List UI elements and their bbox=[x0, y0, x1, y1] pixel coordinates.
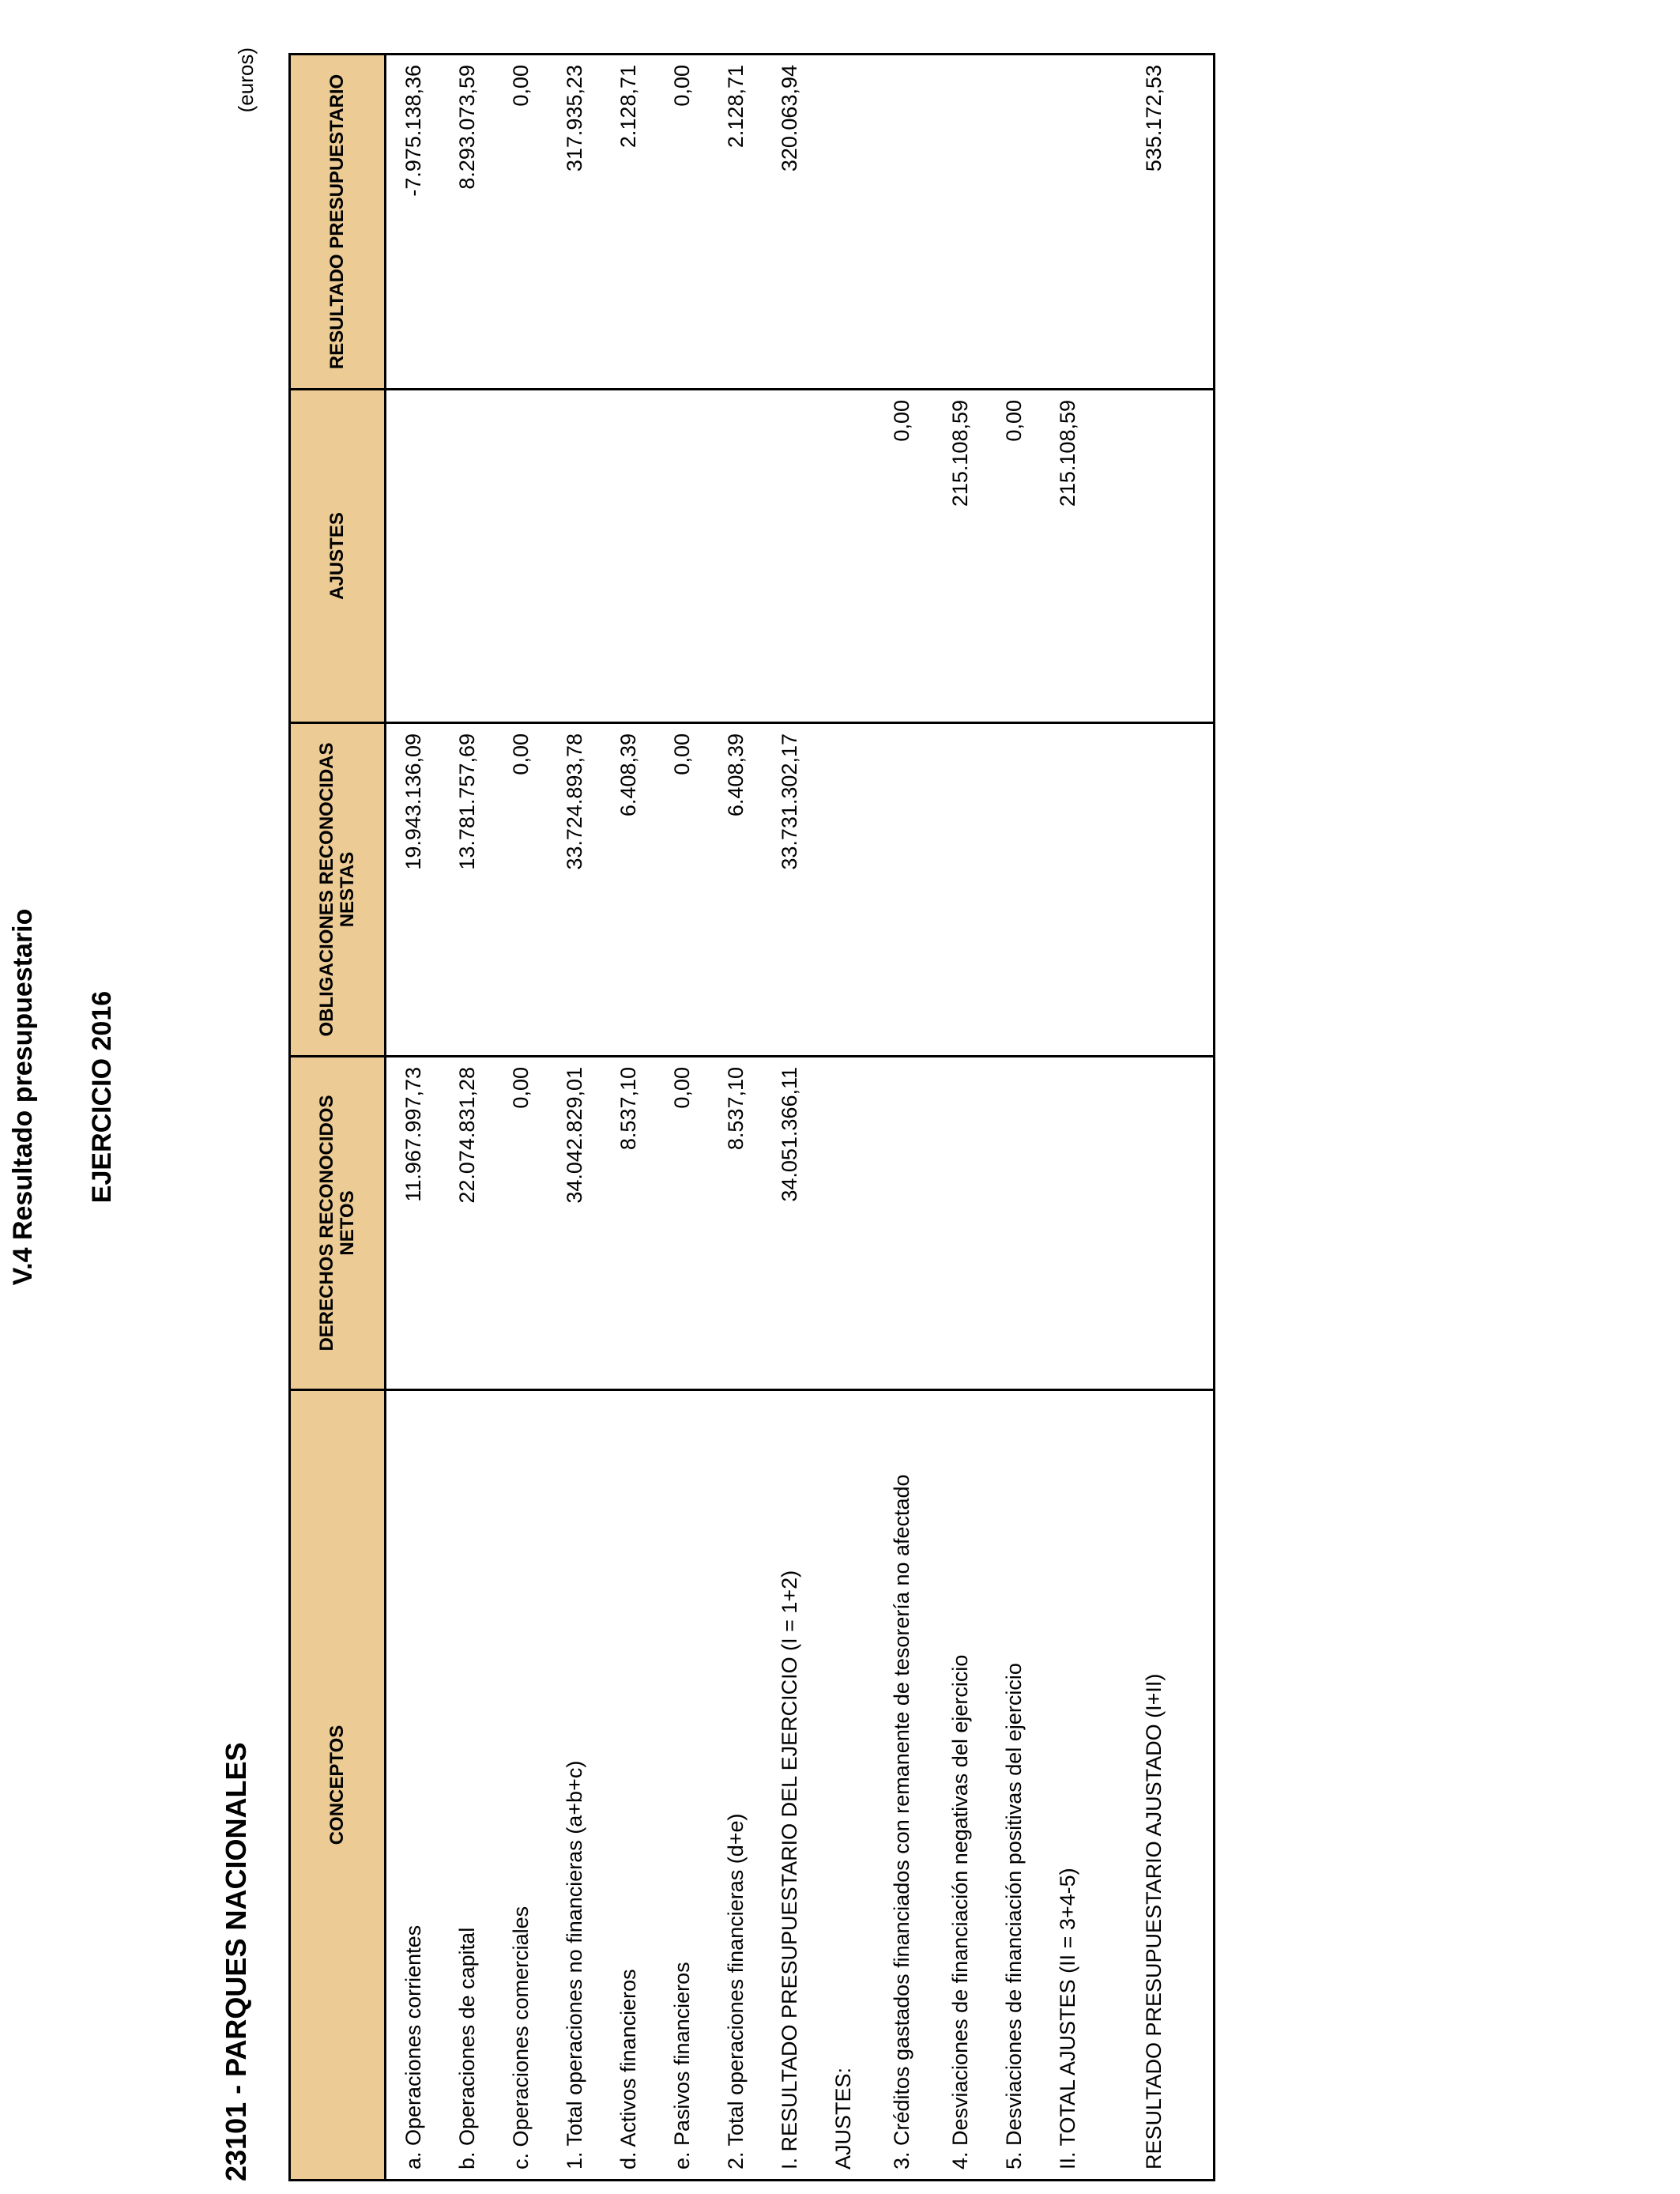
table-row bbox=[709, 55, 763, 2181]
units-label: (euros) bbox=[234, 47, 258, 113]
table-row bbox=[1094, 55, 1215, 2181]
cell-obligations: 6.408,39 bbox=[601, 723, 655, 1057]
table-row bbox=[655, 55, 709, 2181]
cell-obligations bbox=[933, 723, 987, 1057]
cell-obligations bbox=[1094, 723, 1215, 1057]
cell-rights bbox=[1094, 1057, 1215, 1390]
cell-obligations: 6.408,39 bbox=[709, 723, 763, 1057]
cell-adjustments: 215.108,59 bbox=[933, 390, 987, 723]
table-row bbox=[816, 55, 870, 2181]
cell-adjustments: 215.108,59 bbox=[1041, 390, 1094, 723]
cell-concept: 2. Total operaciones financieras (d+e) bbox=[709, 1390, 763, 2181]
cell-rights: 22.074.831,28 bbox=[440, 1057, 494, 1390]
cell-concept: AJUSTES: bbox=[816, 1390, 870, 2181]
cell-concept: d. Activos financieros bbox=[601, 1390, 655, 2181]
budget-result-table bbox=[288, 53, 1215, 2181]
cell-obligations bbox=[987, 723, 1041, 1057]
exercise-heading: EJERCICIO 2016 bbox=[87, 990, 117, 1204]
cell-result: 320.063,94 bbox=[777, 65, 801, 172]
cell-concept: e. Pasivos financieros bbox=[655, 1390, 709, 2181]
table-row bbox=[763, 55, 816, 2181]
cell-result bbox=[933, 55, 987, 390]
cell-concept: b. Operaciones de capital bbox=[440, 1390, 494, 2181]
cell-obligations bbox=[1041, 723, 1094, 1057]
page-title: V.4 Resultado presupuestario bbox=[8, 908, 38, 1286]
cell-concept: a. Operaciones corrientes bbox=[386, 1390, 441, 2181]
cell-adjustments: 0,00 bbox=[870, 390, 933, 723]
header-concepts: CONCEPTOS bbox=[290, 1390, 386, 2181]
cell-rights: 34.051.366,11 bbox=[763, 1057, 816, 1390]
table-header-row bbox=[290, 55, 386, 2181]
cell-result: 8.293.073,59 bbox=[454, 65, 479, 190]
table-row bbox=[440, 55, 494, 2181]
cell-obligations: 33.731.302,17 bbox=[763, 723, 816, 1057]
cell-adjustments bbox=[655, 390, 709, 723]
cell-obligations: 33.724.893,78 bbox=[548, 723, 601, 1057]
cell-adjustments bbox=[601, 390, 655, 723]
cell-result: 0,00 bbox=[508, 65, 533, 107]
cell-obligations bbox=[816, 723, 870, 1057]
cell-adjustments bbox=[1094, 390, 1215, 723]
cell-rights bbox=[870, 1057, 933, 1390]
cell-adjustments: 0,00 bbox=[987, 390, 1041, 723]
cell-adjustments bbox=[816, 390, 870, 723]
table-row bbox=[987, 55, 1041, 2181]
cell-result: 317.935,23 bbox=[562, 65, 586, 172]
cell-obligations: 13.781.757,69 bbox=[440, 723, 494, 1057]
table-row bbox=[933, 55, 987, 2181]
cell-rights bbox=[1041, 1057, 1094, 1390]
table-row bbox=[870, 55, 933, 2181]
table-row bbox=[601, 55, 655, 2181]
header-adjustments: AJUSTES bbox=[290, 390, 386, 723]
cell-adjustments bbox=[494, 390, 548, 723]
table-row bbox=[548, 55, 601, 2181]
cell-rights: 11.967.997,73 bbox=[386, 1057, 441, 1390]
entity-heading: 23101 - PARQUES NACIONALES bbox=[220, 1742, 252, 2181]
cell-obligations: 19.943.136,09 bbox=[386, 723, 441, 1057]
cell-concept: 5. Desviaciones de financiación positivas del ejercicio bbox=[987, 1390, 1041, 2181]
cell-concept: 4. Desviaciones de financiación negativas del ejercicio bbox=[933, 1390, 987, 2181]
cell-concept: 1. Total operaciones no financieras (a+b+c) bbox=[548, 1390, 601, 2181]
table-row bbox=[1041, 55, 1094, 2181]
cell-result bbox=[870, 55, 933, 390]
cell-concept: II. TOTAL AJUSTES (II = 3+4-5) bbox=[1041, 1390, 1094, 2181]
cell-concept: 3. Créditos gastados financiados con remanente de tesorería no afectado bbox=[870, 1390, 933, 2181]
cell-adjustments bbox=[763, 390, 816, 723]
cell-result: -7.975.138,36 bbox=[401, 65, 425, 197]
cell-concept: I. RESULTADO PRESUPUESTARIO DEL EJERCICIO (I = 1+2) bbox=[763, 1390, 816, 2181]
cell-concept: c. Operaciones comerciales bbox=[494, 1390, 548, 2181]
cell-result bbox=[816, 55, 870, 390]
table-row bbox=[386, 55, 441, 2181]
cell-result: 535.172,53 bbox=[1141, 65, 1166, 172]
cell-result: 2.128,71 bbox=[616, 65, 640, 149]
cell-obligations bbox=[870, 723, 933, 1057]
cell-obligations: 0,00 bbox=[655, 723, 709, 1057]
cell-result bbox=[1041, 55, 1094, 390]
header-result: RESULTADO PRESUPUESTARIO bbox=[290, 55, 386, 390]
cell-rights bbox=[933, 1057, 987, 1390]
cell-adjustments bbox=[548, 390, 601, 723]
header-rights: DERECHOS RECONOCIDOS NETOS bbox=[290, 1057, 386, 1390]
header-obligations: OBLIGACIONES RECONOCIDAS NESTAS bbox=[290, 723, 386, 1057]
cell-adjustments bbox=[440, 390, 494, 723]
cell-obligations: 0,00 bbox=[494, 723, 548, 1057]
cell-rights: 8.537,10 bbox=[601, 1057, 655, 1390]
cell-adjustments bbox=[709, 390, 763, 723]
cell-rights bbox=[816, 1057, 870, 1390]
cell-rights: 34.042.829,01 bbox=[548, 1057, 601, 1390]
cell-adjustments bbox=[386, 390, 441, 723]
table-row bbox=[494, 55, 548, 2181]
cell-rights bbox=[987, 1057, 1041, 1390]
cell-result: 2.128,71 bbox=[723, 65, 748, 149]
cell-result: 0,00 bbox=[669, 65, 694, 107]
cell-rights: 8.537,10 bbox=[709, 1057, 763, 1390]
cell-concept: RESULTADO PRESUPUESTARIO AJUSTADO (I+II) bbox=[1094, 1390, 1215, 2181]
cell-rights: 0,00 bbox=[655, 1057, 709, 1390]
cell-result bbox=[987, 55, 1041, 390]
cell-rights: 0,00 bbox=[494, 1057, 548, 1390]
